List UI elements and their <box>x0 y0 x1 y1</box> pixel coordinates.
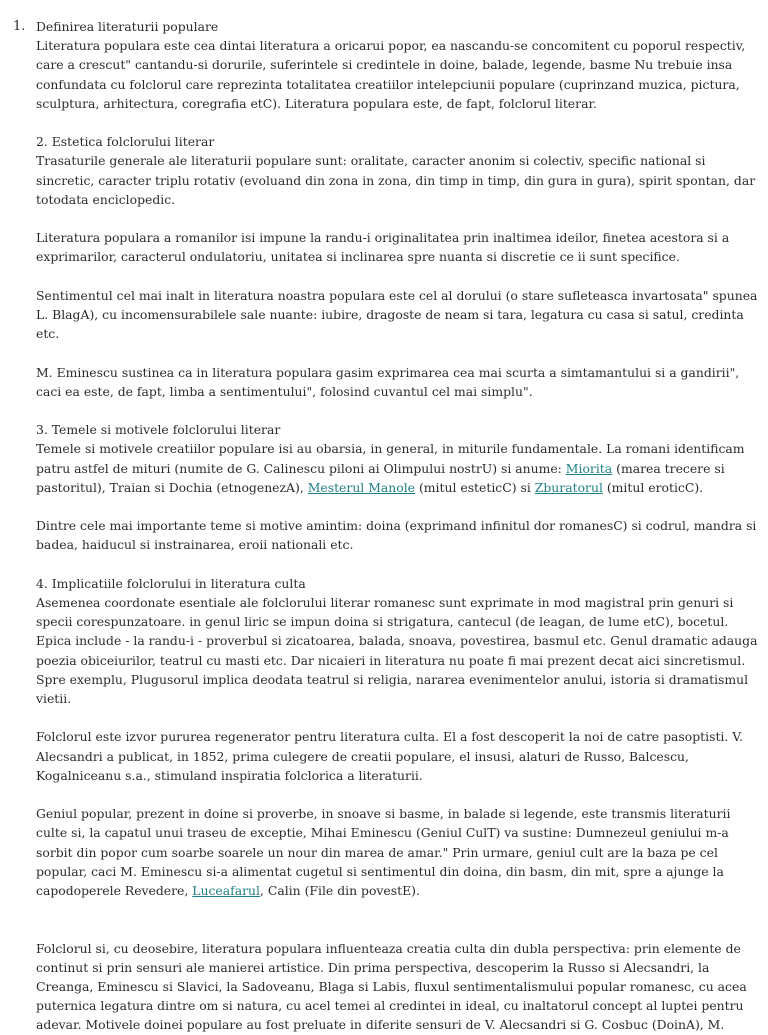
spacer <box>36 343 758 362</box>
list-number: 1. <box>13 19 26 34</box>
mesterul-manole-link[interactable]: Mesterul Manole <box>307 479 416 495</box>
section-2-heading: 2. Estetica folclorului literar <box>36 134 215 150</box>
spacer <box>36 267 758 286</box>
section-4-paragraph-4: Folclorul si, cu deosebire, literatura populara influenteaza creatia culta din dubla perspectiva: prin elemente de continut si prin sensuri ale manierei artistice. Din prima perspectiva, descoperim la Russo si Alecsandri, la Creanga, Eminescu si Slavici, la Sadoveanu, Blaga si Labis, fluxul sentimentalismului popular romanesc, cu acea puternica legatura dintre om si natura, cu acel temei al credintei in ideal, cu inaltatorul concept al luptei pentru adevar. Motivele doinei populare au fost preluate in diferite sensuri de V. Alecsandri si G. Cosbuc (DoinA), M. <box>36 940 747 1033</box>
text-fragment: (mitul esteticC) si <box>415 479 535 495</box>
text-fragment: (mitul eroticC). <box>602 479 704 495</box>
miorita-link[interactable]: Miorita <box>565 460 613 476</box>
section-1-body: Literatura populara este cea dintai literatura a oricarui popor, ea nascandu-se concomitent cu poporul respectiv, care a crescut" cantandu-si dorurile, suferintele si credintele in doine, balade, legende, basme Nu trebuie insa confundata cu folclorul care reprezinta totalitatea creatiilor intelepciunii populare (cuprinzand muzica, pictura, sculptura, arhitectura, coregrafia etC). Literatura populara este, de fapt, folclorul literar. <box>36 38 746 111</box>
section-1-heading: Definirea literaturii populare <box>36 19 219 34</box>
section-4-paragraph-3 <box>36 804 758 900</box>
spacer <box>36 900 758 938</box>
spacer <box>36 209 758 228</box>
section-2-paragraph-1: Trasaturile generale ale literaturii populare sunt: oralitate, caracter anonim si colectiv, specific national si sincretic, caracter triplu rotativ (evoluand din zona in zona, din timp in timp, din gura in gura), spirit spontan, dar totodata enciclopedic. <box>36 153 756 207</box>
section-2-paragraph-2: Literatura populara a romanilor isi impune la randu-i originalitatea prin inaltimea ideilor, finetea acestora si a exprimarilor, caracterul ondulatoriu, unitatea si inclinarea spre nuanta si discretie ce ii sunt specifice. <box>36 230 730 265</box>
spacer <box>36 497 758 516</box>
section-3-heading: 3. Temele si motivele folclorului literar <box>36 422 281 438</box>
section-2-paragraph-4: M. Eminescu sustinea ca in literatura populara gasim exprimarea cea mai scurta a simtamantului si a gandirii", caci ea este, de fapt, limba a sentimentului", folosind cuvantul cel mai simplu". <box>36 364 740 399</box>
section-4-paragraph-1: Asemenea coordonate esentiale ale folclorului literar romanesc sunt exprimate in mod magistral prin genuri si specii corespunzatoare. in genul liric se impun doina si strigatura, cantecul (de leagan, de lume etC), bocetul. Epica include - la randu-i - proverbul si zicatoarea, balada, snoava, povestirea, basmul etc. Genul dramatic adauga poezia obiceiurilor, teatrul cu masti etc. Dar nicaieri in literatura nu poate fi mai prezent decat aici sincretismul. Spre exemplu, Plugusorul implica deodata teatrul si religia, nararea evenimentelor anului, istoria si dramatismul vietii. <box>36 594 758 706</box>
section-3-paragraph-2: Dintre cele mai importante teme si motive amintim: doina (exprimand infinitul dor romanesC) si codrul, mandra si badea, haiducul si instrainarea, eroii nationali etc. <box>36 518 757 553</box>
spacer <box>36 785 758 804</box>
zburatorul-link[interactable]: Zburatorul <box>534 479 603 495</box>
luceafarul-link[interactable]: Luceafarul <box>192 883 260 898</box>
spacer <box>36 708 758 727</box>
text-fragment: Temele si motivele creatiilor populare isi au obarsia, in general, in miturile fundamentale. La romani identificam patru astfel de mituri (numite de G. Calinescu piloni ai Olimpului nostrU) si anume: <box>36 441 745 476</box>
text-fragment: (marea trecere si pastoritul), Traian si Dochia (etnogenezA), <box>36 460 725 495</box>
section-3-paragraph-1 <box>36 439 758 497</box>
document-content <box>36 17 758 1035</box>
text-fragment: , Calin (File din povestE). <box>259 883 420 898</box>
section-2-paragraph-3: Sentimentul cel mai inalt in literatura noastra populara este cel al dorului (o stare sufleteasca invartosata" spunea L. BlagA), cu incomensurabilele sale nuante: iubire, dragoste de neam si tara, legatura cu casa si satul, credinta etc. <box>36 287 758 342</box>
section-4-paragraph-2: Folclorul este izvor pururea regenerator pentru literatura culta. El a fost descoperit la noi de catre pasoptisti. V. Alecsandri a publicat, in 1852, prima culegere de creatii populare, el insusi, alaturi de Russo, Balcescu, Kogalniceanu s.a., stimuland inspiratia folclorica a literaturii. <box>36 729 743 783</box>
section-4-heading: 4. Implicatiile folclorului in literatura culta <box>36 575 306 591</box>
spacer <box>36 401 758 420</box>
spacer <box>36 555 758 574</box>
text-fragment: Geniul popular, prezent in doine si proverbe, in snoave si basme, in balade si legende, este transmis literaturii culte si, la capatul unui traseu de exceptie, Mihai Eminescu (Geniul CulT) va sustine: Dumnezeul geniului m-a sorbit din popor cum soarbe soarele un nour din marea de amar." Prin urmare, geniul cult are la baza pe cel popular, caci M. Eminescu si-a alimentat cugetul si sentimentul din doina, din basm, din mit, spre a ajunge la capodoperele Revedere, <box>36 806 731 898</box>
spacer <box>36 113 758 132</box>
